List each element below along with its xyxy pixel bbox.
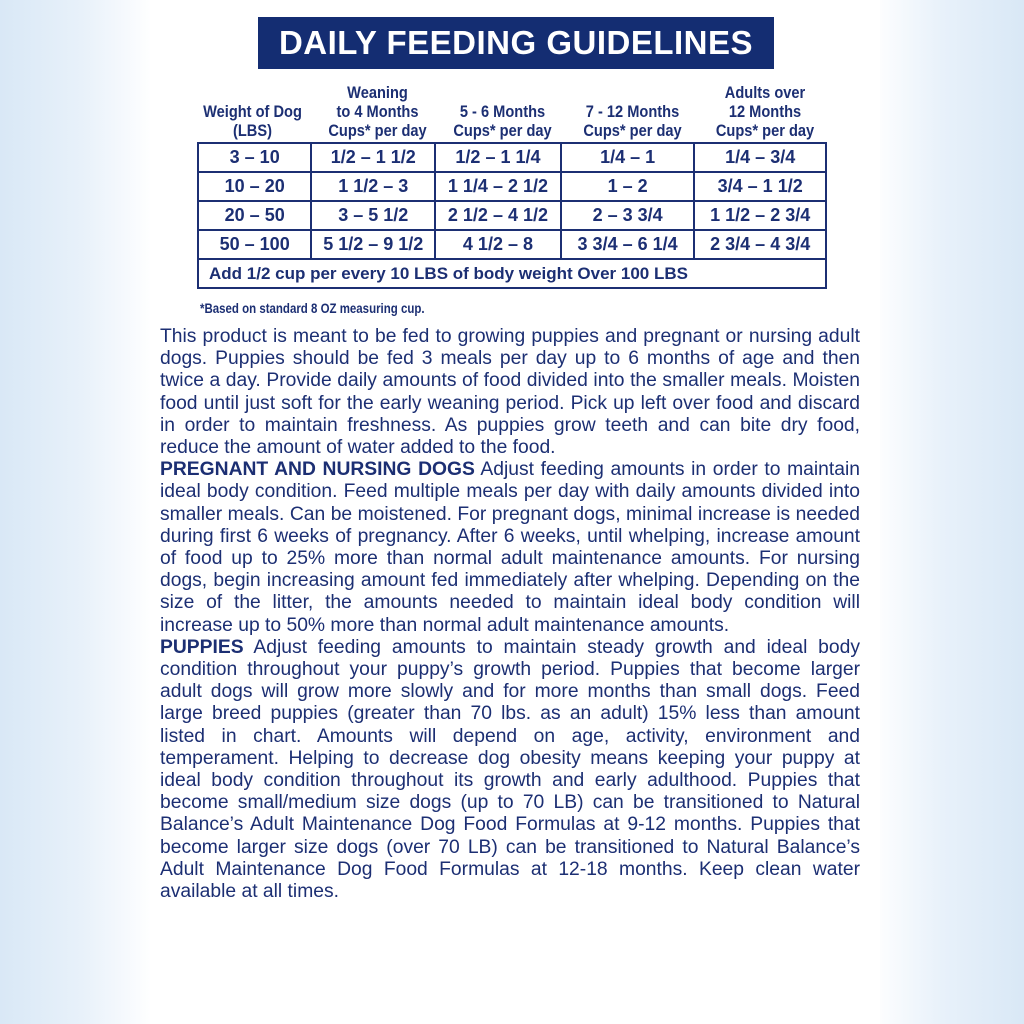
puppies-heading: PUPPIES <box>160 636 244 658</box>
table-cell: 4 1/2 – 8 <box>435 230 561 259</box>
header-5-6-months: 5 - 6 Months Cups* per day <box>453 102 552 140</box>
table-cell: 20 – 50 <box>198 201 311 230</box>
table-row <box>198 201 826 230</box>
table-row <box>198 230 826 259</box>
table-cell: 3 – 10 <box>198 143 311 172</box>
table-cell: 3 – 5 1/2 <box>311 201 435 230</box>
table-note: Add 1/2 cup per every 10 LBS of body weight Over 100 LBS <box>198 259 826 288</box>
table-cell: 1/4 – 3/4 <box>694 143 826 172</box>
table-cell: 1 1/2 – 2 3/4 <box>694 201 826 230</box>
feeding-table <box>197 142 827 289</box>
puppies-paragraph <box>160 637 860 903</box>
pregnant-nursing-text: Adjust feeding amounts in order to maintain ideal body condition. Feed multiple meals per day with daily amounts divided into smaller meals. Can be moistened. For pregnant dogs, minimal increase is needed during first 6 weeks of pregnancy. After 6 weeks, until whelping, increase amount of food up to 25% more than normal adult maintenance amounts. For nursing dogs, begin increasing amount fed immediately after whelping. Depending on the size of the litter, the amounts needed to maintain ideal body condition will increase up to 50% more than normal adult maintenance amounts. <box>160 459 860 636</box>
page-title: DAILY FEEDING GUIDELINES <box>258 17 774 69</box>
footnote: *Based on standard 8 OZ measuring cup. <box>200 300 425 316</box>
table-cell: 1 – 2 <box>561 172 695 201</box>
table-row <box>198 143 826 172</box>
header-weight: Weight of Dog (LBS) <box>203 102 302 140</box>
table-cell: 5 1/2 – 9 1/2 <box>311 230 435 259</box>
table-cell: 1/2 – 1 1/4 <box>435 143 561 172</box>
table-row <box>198 172 826 201</box>
table-header <box>190 78 830 140</box>
table-cell: 2 – 3 3/4 <box>561 201 695 230</box>
table-cell: 3 3/4 – 6 1/4 <box>561 230 695 259</box>
table-cell: 10 – 20 <box>198 172 311 201</box>
table-cell: 3/4 – 1 1/2 <box>694 172 826 201</box>
table-row-note <box>198 259 826 288</box>
pregnant-nursing-heading: PREGNANT AND NURSING DOGS <box>160 459 475 481</box>
table-cell: 1/2 – 1 1/2 <box>311 143 435 172</box>
header-adults: Adults over 12 Months Cups* per day <box>715 83 815 140</box>
table-cell: 2 1/2 – 4 1/2 <box>435 201 561 230</box>
puppies-text: Adjust feeding amounts to maintain steady growth and ideal body condition throughout your puppy’s growth period. Puppies that become larger adult dogs will grow more slowly and for more months than small dogs. Feed large breed puppies (greater than 70 lbs. as an adult) 15% less than amount listed in chart. Amounts will depend on age, activity, environment and temperament. Helping to decrease dog obesity means keeping your puppy at ideal body condition throughout its growth and early adulthood. Puppies that become small/medium size dogs (up to 70 LB) can be transitioned to Natural Balance’s Adult Maintenance Dog Food Formulas at 9-12 months. Puppies that become larger size dogs (over 70 LB) can be transitioned to Natural Balance’s Adult Maintenance Dog Food Formulas at 12-18 months. Keep clean water available at all times. <box>160 636 860 903</box>
table-cell: 1 1/2 – 3 <box>311 172 435 201</box>
header-7-12-months: 7 - 12 Months Cups* per day <box>583 102 682 140</box>
table-cell: 1/4 – 1 <box>561 143 695 172</box>
table-cell: 2 3/4 – 4 3/4 <box>694 230 826 259</box>
table-cell: 50 – 100 <box>198 230 311 259</box>
table-cell: 1 1/4 – 2 1/2 <box>435 172 561 201</box>
intro-paragraph: This product is meant to be fed to growing puppies and pregnant or nursing adult dogs. Puppies should be fed 3 meals per day up to 6 months of age and then twice a day. Provide daily amounts of food divided into the smaller meals. Moisten food until just soft for the early weaning period. Pick up left over food and discard in order to maintain freshness. As puppies grow teeth and can bite dry food, reduce the amount of water added to the food. <box>160 326 860 459</box>
body-text <box>160 326 860 903</box>
header-weaning: Weaning to 4 Months Cups* per day <box>328 83 427 140</box>
pregnant-nursing-paragraph <box>160 459 860 637</box>
